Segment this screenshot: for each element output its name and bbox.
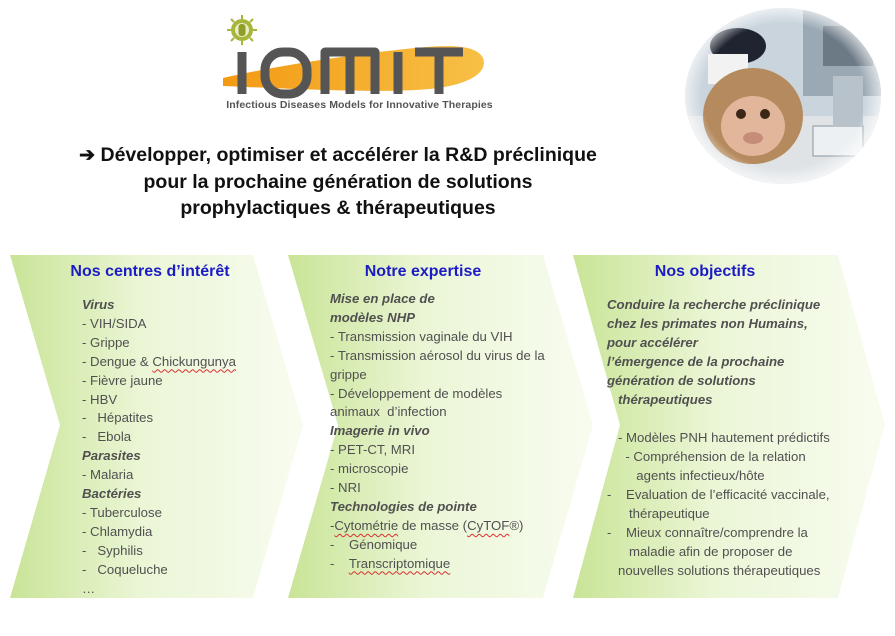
list-item: - Evaluation de l’efficacité vaccinale,	[607, 487, 830, 503]
list-item: - Transmission aérosol du virus de la	[330, 347, 545, 363]
list-item: - Mieux connaître/comprendre la	[607, 524, 808, 540]
list-item: - Malaria	[82, 467, 134, 483]
objectifs-title: Nos objectifs	[654, 263, 756, 280]
list-item: -Cytométrie de masse (CyTOF®)	[330, 517, 524, 533]
list-item: - Génomique	[330, 536, 418, 552]
expertise-heading-1b: modèles NHP	[330, 309, 416, 325]
arrow-right-icon: ➔	[79, 145, 96, 166]
expertise-title: Notre expertise	[364, 263, 482, 280]
list-item: - HBV	[82, 391, 118, 407]
list-item: - Modèles PNH hautement prédictifs	[607, 430, 830, 446]
list-item: thérapeutique	[607, 506, 710, 522]
list-item: - Grippe	[82, 334, 130, 350]
list-item: maladie afin de proposer de	[607, 543, 793, 559]
headline-line-1: Développer, optimiser et accélérer la R&D préclinique	[100, 144, 597, 166]
list-item: animaux d’infection	[330, 404, 447, 420]
list-item: - Dengue & Chickungunya	[82, 353, 236, 369]
objectifs-intro-line: génération de solutions	[607, 372, 756, 388]
list-item: - Fièvre jaune	[82, 372, 163, 388]
list-item: - Transcriptomique	[330, 555, 451, 571]
centres-column	[82, 296, 236, 599]
headline-line-2: pour la prochaine génération de solutions	[143, 171, 533, 193]
list-item: nouvelles solutions thérapeutiques	[607, 562, 821, 578]
objectifs-column	[607, 296, 830, 581]
list-item: - VIH/SIDA	[82, 315, 147, 331]
virus-heading: Virus	[82, 297, 115, 312]
list-item: agents infectieux/hôte	[607, 468, 765, 484]
list-item: - Hépatites	[82, 410, 154, 426]
list-item: - Chlamydia	[82, 523, 153, 539]
bacteries-heading: Bactéries	[82, 486, 142, 502]
list-item: grippe	[330, 366, 367, 382]
objectifs-intro-line: Conduire la recherche préclinique	[607, 297, 821, 312]
list-item: - Ebola	[82, 429, 132, 445]
logo-tagline: Infectious Diseases Models for Innovative Therapies	[226, 99, 493, 111]
list-item: - NRI	[330, 480, 361, 496]
expertise-heading-2: Imagerie in vivo	[330, 423, 430, 439]
headline-line-3: prophylactiques & thérapeutiques	[180, 197, 496, 219]
parasites-heading: Parasites	[82, 448, 141, 464]
list-item: …	[82, 580, 96, 596]
list-item: - Développement de modèles	[330, 385, 503, 401]
list-item: - Tuberculose	[82, 504, 162, 520]
list-item: - Coqueluche	[82, 561, 168, 577]
centres-title: Nos centres d’intérêt	[70, 263, 230, 280]
list-item: - Syphilis	[82, 542, 143, 558]
list-item: - PET-CT, MRI	[330, 442, 415, 458]
expertise-heading-3: Technologies de pointe	[330, 498, 477, 514]
objectifs-intro-line: thérapeutiques	[607, 391, 713, 407]
expertise-heading-1: Mise en place de	[330, 291, 435, 306]
objectifs-intro-line: l’émergence de la prochaine	[607, 353, 785, 369]
objectifs-intro-line: pour accélérer	[607, 334, 698, 350]
list-item: - Transmission vaginale du VIH	[330, 328, 513, 344]
objectifs-intro-line: chez les primates non Humains,	[607, 315, 808, 331]
list-item: - Compréhension de la relation	[607, 449, 806, 465]
expertise-column	[330, 290, 545, 574]
list-item: - microscopie	[330, 461, 409, 477]
